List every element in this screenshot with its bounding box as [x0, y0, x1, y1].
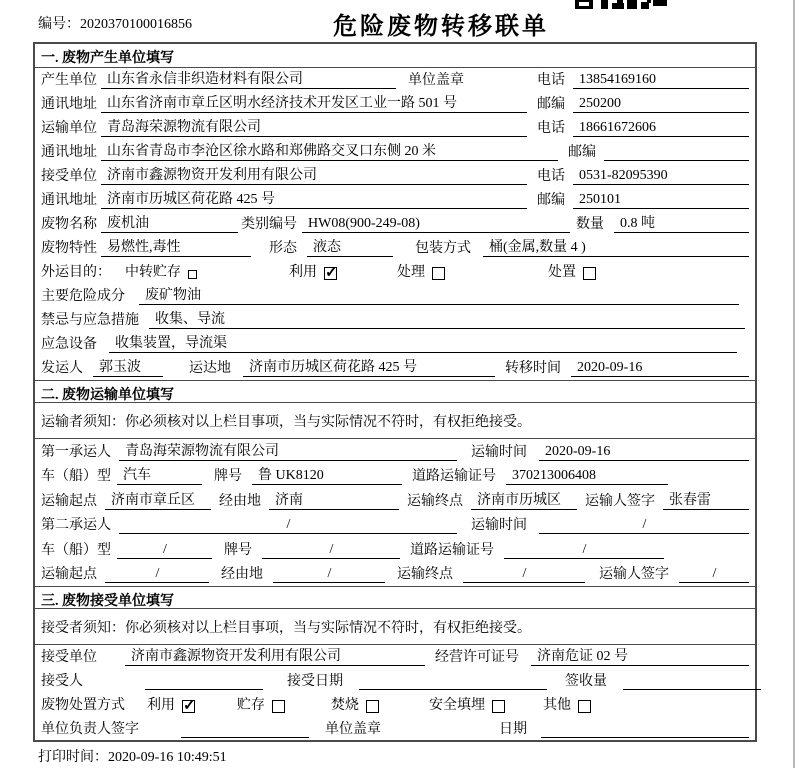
receiver-address-row	[35, 188, 755, 212]
transporter-zip-field	[604, 144, 749, 161]
waste-category-label: 类别编号	[241, 217, 297, 232]
producer-zip-label: 邮编	[537, 97, 565, 112]
disposal-row	[35, 693, 755, 717]
disposal-label: 废物处置方式	[41, 698, 125, 713]
page-right-edge	[793, 0, 795, 768]
waste-name-label: 废物名称	[41, 217, 97, 232]
hazard-field: 废矿物油	[139, 284, 739, 305]
route1-row	[35, 488, 755, 513]
vehicle2-label: 车（船）型	[41, 542, 111, 558]
waste-traits-label: 废物特性	[41, 241, 97, 256]
acceptor-label: 接受人	[41, 674, 83, 689]
carrier2-label: 第二承运人	[41, 518, 111, 533]
section3-header: 三. 废物接受单位填写	[35, 586, 755, 609]
carrier1-row	[35, 439, 755, 464]
disposal-option-store-label: 贮存	[237, 698, 265, 713]
shipper-field: 郭玉波	[93, 356, 163, 377]
hazard-label: 主要危险成分	[41, 289, 125, 304]
unit-seal-label: 单位盖章	[325, 722, 381, 737]
received-amount-field	[623, 673, 761, 690]
receiver-phone-label: 电话	[537, 169, 565, 184]
signoff-row	[35, 717, 755, 743]
producer-address-label: 通讯地址	[41, 97, 97, 112]
route2-sign-label: 运输人签字	[599, 567, 669, 582]
transporter-row	[35, 116, 755, 140]
receiver-notice-row	[35, 609, 755, 645]
disposal-checkbox-store	[272, 700, 285, 713]
transporter-address-field: 山东省青岛市李沧区徐水路和郑佛路交叉口东侧 20 米	[101, 140, 558, 161]
purpose-option-dispose-label: 处置	[548, 265, 576, 280]
plate2-label: 牌号	[224, 542, 252, 558]
route1-sign-label: 运输人签字	[585, 493, 655, 509]
carrier2-time-field: /	[539, 517, 749, 534]
serial-number: 2020370100016856	[80, 17, 192, 32]
vehicle1-field: 汽车	[117, 464, 202, 485]
transporter-address-row	[35, 140, 755, 164]
print-time-value: 2020-09-16 10:49:51	[108, 750, 227, 765]
producer-address-field: 山东省济南市章丘区明水经济技术开发区工业一路 501 号	[101, 92, 527, 113]
receiver-address-field: 济南市历城区荷花路 425 号	[101, 188, 527, 209]
producer-address-row	[35, 92, 755, 116]
producer-phone-field: 13854169160	[573, 72, 749, 89]
purpose-option-treat-label: 处理	[397, 265, 425, 280]
responsible-sign-field	[181, 721, 309, 738]
plate1-field: 鲁 UK8120	[252, 464, 402, 485]
purpose-option-transit-label: 中转贮存	[125, 265, 181, 280]
section2-header: 二. 废物运输单位填写	[35, 380, 755, 403]
route2-end-field: /	[463, 566, 585, 583]
print-time-label: 打印时间：	[38, 750, 108, 765]
route2-end-label: 运输终点	[397, 567, 453, 582]
vehicle1-row	[35, 464, 755, 489]
plate2-field: /	[262, 542, 400, 559]
equipment-field: 收集装置，导流渠	[109, 332, 737, 353]
responsible-sign-label: 单位负责人签字	[41, 722, 139, 737]
disposal-option-other-label: 其他	[543, 698, 571, 713]
carrier1-label: 第一承运人	[41, 444, 111, 460]
transporter-notice-row	[35, 403, 755, 439]
transporter-address-label: 通讯地址	[41, 145, 97, 160]
route1-start-label: 运输起点	[41, 493, 97, 509]
received-amount-label: 签收量	[565, 674, 607, 689]
transfer-time-label: 转移时间	[505, 361, 561, 376]
permit2-label: 道路运输证号	[410, 542, 494, 558]
receiver-phone-field: 0531-82095390	[573, 168, 749, 185]
waste-category-field: HW08(900-249-08)	[302, 216, 570, 233]
emergency-label: 禁忌与应急措施	[41, 313, 139, 328]
hazard-row	[35, 284, 755, 308]
transporter-notice: 运输者须知：你必须核对以上栏目事项，当与实际情况不符时，有权拒绝接受。	[41, 414, 531, 430]
permit2-field: /	[504, 542, 664, 559]
route2-via-label: 经由地	[221, 567, 263, 582]
route2-via-field: /	[273, 566, 385, 583]
route2-row	[35, 562, 755, 587]
waste-name-row	[35, 212, 755, 236]
waste-form-label: 形态	[269, 241, 297, 256]
waste-traits-field: 易燃性,毒性	[101, 236, 251, 257]
disposal-option-landfill-label: 安全填埋	[429, 698, 485, 713]
disposal-checkbox-landfill	[492, 700, 505, 713]
purpose-option-reuse-label: 利用	[289, 265, 317, 280]
producer-label: 产生单位	[41, 73, 97, 88]
waste-name-field: 废机油	[101, 212, 238, 233]
vehicle2-row	[35, 537, 755, 562]
equipment-row	[35, 332, 755, 356]
accept-unit-field: 济南市鑫源物资开发利用有限公司	[125, 645, 425, 666]
producer-phone-label: 电话	[537, 73, 565, 88]
disposal-checkbox-incinerate	[366, 700, 379, 713]
route2-start-field: /	[105, 566, 209, 583]
license-field: 济南危证 02 号	[531, 645, 749, 666]
carrier2-time-label: 运输时间	[471, 518, 527, 533]
waste-form-field: 液态	[307, 236, 393, 257]
acceptance-row	[35, 669, 755, 693]
carrier1-time-label: 运输时间	[471, 444, 527, 460]
permit1-field: 370213006408	[506, 468, 668, 485]
waste-traits-row	[35, 236, 755, 260]
accept-date-label: 接受日期	[287, 674, 343, 689]
shipper-label: 发运人	[41, 361, 83, 376]
print-time-line	[38, 746, 227, 766]
dispatch-row	[35, 356, 755, 380]
page-title: 危险废物转移联单	[333, 14, 549, 40]
vehicle2-field: /	[117, 542, 212, 559]
emergency-row	[35, 308, 755, 332]
carrier1-field: 青岛海荣源物流有限公司	[119, 440, 457, 461]
transporter-zip-label: 邮编	[568, 145, 596, 160]
disposal-option-reuse-label: 利用	[147, 698, 175, 713]
carrier2-field: /	[119, 517, 457, 534]
purpose-checkbox-treat	[432, 267, 445, 280]
producer-field: 山东省永信非织造材料有限公司	[101, 68, 396, 89]
serial-number-line	[38, 13, 192, 33]
purpose-label: 外运目的：	[41, 265, 111, 280]
purpose-checkbox-reuse	[324, 267, 337, 280]
route1-end-label: 运输终点	[407, 493, 463, 509]
producer-seal-label: 单位盖章	[408, 73, 464, 88]
qr-code-fragment	[575, 0, 670, 11]
waste-quantity-field: 0.8 吨	[614, 212, 749, 233]
transporter-label: 运输单位	[41, 121, 97, 136]
route1-end-field: 济南市历城区	[471, 489, 577, 510]
purpose-checkbox-transit	[188, 270, 197, 279]
route2-start-label: 运输起点	[41, 567, 97, 582]
packing-field: 桶(金属,数量 4 )	[483, 236, 749, 257]
disposal-checkbox-other	[578, 700, 591, 713]
route1-start-field: 济南市章丘区	[105, 489, 211, 510]
equipment-label: 应急设备	[41, 337, 97, 352]
vehicle1-label: 车（船）型	[41, 469, 111, 484]
license-label: 经营许可证号	[435, 650, 519, 665]
route2-sign-field: /	[679, 566, 749, 583]
accept-date-field	[359, 673, 547, 690]
waste-quantity-label: 数量	[576, 217, 604, 232]
accept-unit-row	[35, 645, 755, 669]
packing-label: 包装方式	[415, 241, 471, 256]
receiver-field: 济南市鑫源物资开发利用有限公司	[101, 164, 527, 185]
purpose-checkbox-dispose	[583, 267, 596, 280]
producer-zip-field: 250200	[573, 96, 749, 113]
permit1-label: 道路运输证号	[412, 469, 496, 484]
destination-field: 济南市历城区荷花路 425 号	[243, 356, 495, 377]
signoff-date-label: 日期	[499, 722, 527, 737]
transporter-phone-field: 18661672606	[573, 120, 749, 137]
disposal-checkbox-reuse	[182, 700, 195, 713]
manifest-form	[33, 42, 757, 742]
receiver-address-label: 通讯地址	[41, 193, 97, 208]
acceptor-field	[145, 673, 263, 690]
signoff-date-field	[541, 721, 749, 738]
emergency-field: 收集、导流	[149, 308, 745, 329]
plate1-label: 牌号	[214, 469, 242, 484]
carrier2-row	[35, 513, 755, 538]
producer-row	[35, 68, 755, 92]
receiver-zip-field: 250101	[573, 192, 749, 209]
section1-header: 一. 废物产生单位填写	[35, 44, 755, 68]
accept-unit-label: 接受单位	[41, 650, 97, 665]
receiver-label: 接受单位	[41, 169, 97, 184]
transporter-phone-label: 电话	[537, 121, 565, 136]
route1-via-label: 经由地	[219, 493, 261, 509]
transfer-time-field: 2020-09-16	[571, 360, 749, 377]
receiver-row	[35, 164, 755, 188]
receiver-notice: 接受者须知：你必须核对以上栏目事项，当与实际情况不符时，有权拒绝接受。	[41, 620, 531, 636]
carrier1-time-field: 2020-09-16	[539, 444, 749, 461]
transporter-field: 青岛海荣源物流有限公司	[101, 116, 527, 137]
receiver-zip-label: 邮编	[537, 193, 565, 208]
route1-via-field: 济南	[269, 489, 399, 510]
purpose-row	[35, 260, 755, 284]
route1-sign-field: 张春雷	[663, 489, 749, 510]
serial-label: 编号：	[38, 17, 80, 32]
disposal-option-incinerate-label: 焚烧	[331, 698, 359, 713]
destination-label: 运达地	[189, 361, 231, 376]
